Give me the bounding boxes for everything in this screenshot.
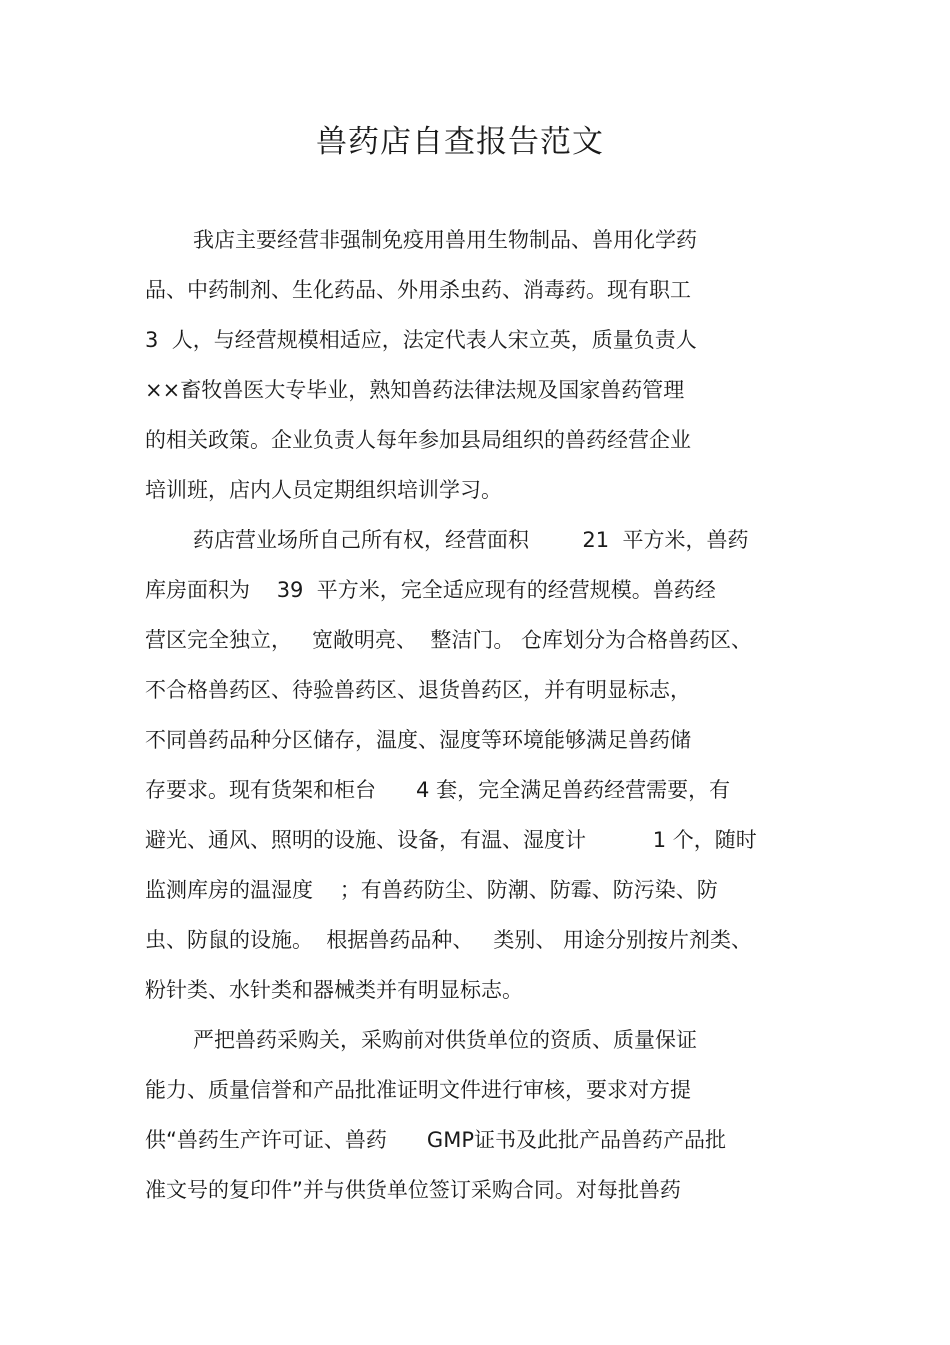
- text-line: 严把兽药采购关，采购前对供货单位的资质、质量保证: [193, 1028, 697, 1052]
- text-line: ××畜牧兽医大专毕业，熟知兽药法律法规及国家兽药管理: [145, 378, 685, 402]
- text-line: 我店主要经营非强制免疫用兽用生物制品、兽用化学药: [193, 228, 697, 252]
- text-line: 药店营业场所自己所有权，经营面积 21 平方米，兽药: [193, 528, 749, 552]
- document-title: 兽药店自查报告范文: [316, 124, 604, 160]
- text-line: 虫、防鼠的设施。 根据兽药品种、 类别、 用途分别按片剂类、: [145, 928, 753, 952]
- text-line: 培训班，店内人员定期组织培训学习。: [145, 478, 502, 502]
- text-line: 存要求。现有货架和柜台 4 套，完全满足兽药经营需要，有: [145, 778, 731, 802]
- text-line: 品、中药制剂、生化药品、外用杀虫药、消毒药。现有职工: [145, 278, 691, 302]
- text-line: 供“兽药生产许可证、兽药 GMP证书及此批产品兽药产品批: [145, 1128, 726, 1152]
- text-line: 能力、质量信誉和产品批准证明文件进行审核，要求对方提: [145, 1078, 691, 1102]
- text-line: 不合格兽药区、待验兽药区、退货兽药区，并有明显标志，: [145, 678, 691, 702]
- text-line: 避光、通风、照明的设施、设备，有温、湿度计 1 个，随时: [145, 828, 757, 852]
- text-line: 营区完全独立， 宽敞明亮、 整洁门。 仓库划分为合格兽药区、: [145, 628, 753, 652]
- text-line: 准文号的复印件”并与供货单位签订采购合同。对每批兽药: [145, 1178, 681, 1202]
- text-line: 库房面积为 39 平方米，完全适应现有的经营规模。兽药经: [145, 578, 716, 602]
- text-line: 不同兽药品种分区储存，温度、湿度等环境能够满足兽药储: [145, 728, 691, 752]
- text-line: 粉针类、水针类和器械类并有明显标志。: [145, 978, 523, 1002]
- document-body: [145, 215, 835, 1215]
- text-line: 3 人，与经营规模相适应，法定代表人宋立英，质量负责人: [145, 328, 697, 352]
- text-line: 监测库房的温湿度 ；有兽药防尘、防潮、防霉、防污染、防: [145, 878, 718, 902]
- text-line: 的相关政策。企业负责人每年参加县局组织的兽药经营企业: [145, 428, 691, 452]
